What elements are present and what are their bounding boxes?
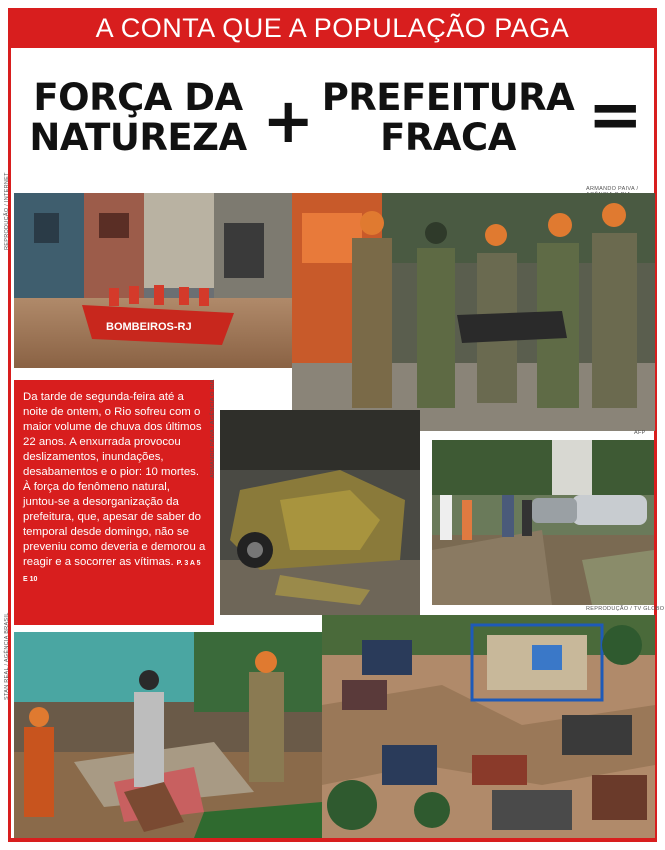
term2-line1: PREFEITURA [321,76,575,119]
photo-wrecked-car [220,410,420,615]
equals-sign: = [587,76,643,153]
photo-credit-afp: AFP [634,430,646,436]
photo-rubble-rescue [14,632,322,838]
photo-credit-tvglobo: REPRODUÇÃO / TV GLOBO [586,606,665,612]
photo-damaged-street [432,440,654,605]
article-body: Da tarde de segunda-feira até a noite de ontem, o Rio sofreu com o maior volume de chuva dos últimos 22 anos. A enxurrada provocou deslizamentos, inundações, desabamentos e o pior: 10 mortes. À força do fenômeno natural, juntou-se a desorganização da prefeitura, que, apesar de saber do temporal desde domingo, não se preveniu como deveria e demorou a reagir e a socorrer as vítimas. [23,391,206,568]
bottom-border [8,838,657,842]
photo-flooded-street [14,193,292,368]
photo-credit-agencia-brasil: STAN REAL / AGÊNCIA BRASIL [4,612,10,700]
photo-credit-armando-2: ARMANDO PAIVA / AGÊNCIA O DIA [210,379,216,478]
term-forca-da-natureza [18,78,258,158]
photo-credit-internet: REPRODUÇÃO / INTERNET [4,172,10,250]
term1-line1: FORÇA DA [33,76,243,119]
term2-line2: FRACA [380,116,516,159]
term1-line2: NATUREZA [29,116,247,159]
photo-rescue-team [292,193,655,431]
page-reference: P. 3 A 5 E 10 [23,560,201,583]
plus-sign: + [262,84,314,157]
headline-banner: A CONTA QUE A POPULAÇÃO PAGA [8,8,657,48]
boat-label: BOMBEIROS-RJ [106,321,192,333]
term-prefeitura-fraca [318,78,578,158]
photo-credit-armando: ARMANDO PAIVA / [586,186,639,192]
photo-aerial-flood [322,615,655,838]
article-text-box [14,380,214,625]
